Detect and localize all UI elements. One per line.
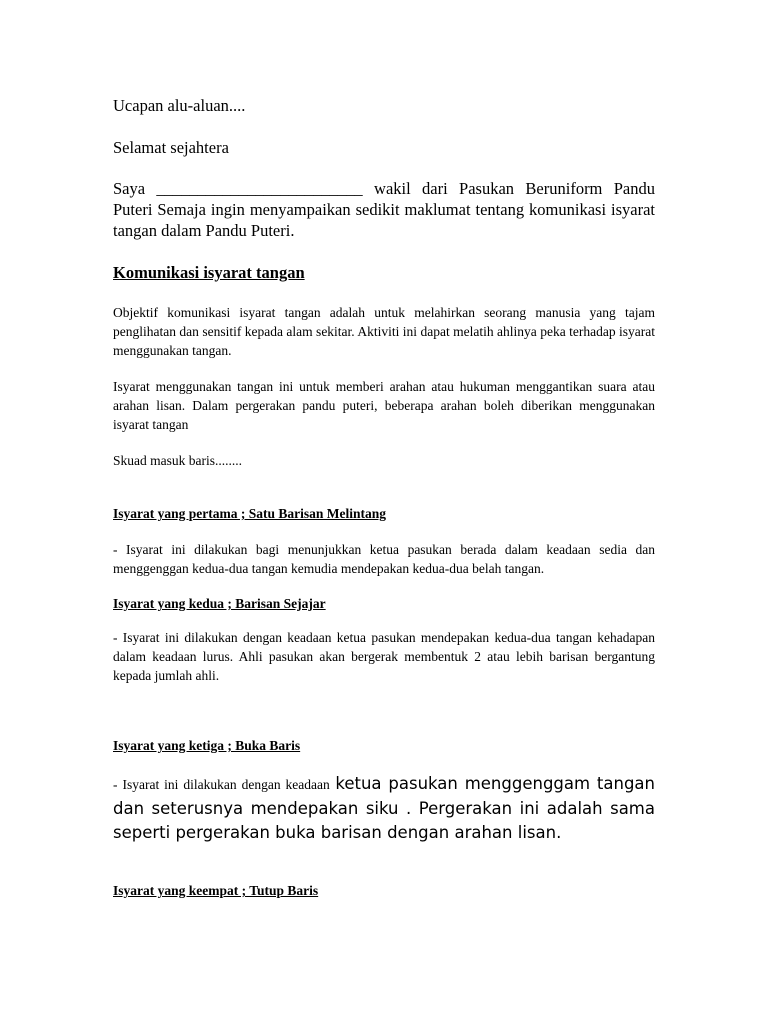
greeting: Ucapan alu-aluan.... [113, 96, 246, 115]
signal-3-desc-sans: ketua pasukan menggenggam tangan dan seterusnya mendepakan siku . Pergerakan ini adalah sama seperti pergerakan buka barisan dengan arahan lisan. [113, 774, 655, 842]
objective-paragraph: Objektif komunikasi isyarat tangan adalah untuk melahirkan seorang manusia yang tajam penglihatan dan sensitif kepada alam sekitar. Aktiviti ini dapat melatih ahlinya peka terhadap isyarat menggunakan tangan. [113, 305, 655, 358]
signal-3-title: Isyarat yang ketiga ; Buka Baris [113, 738, 301, 753]
signal-4-title: Isyarat yang keempat ; Tutup Baris [113, 883, 319, 898]
squad-line: Skuad masuk baris........ [113, 453, 242, 468]
section-title: Komunikasi isyarat tangan [113, 263, 305, 282]
signal-3-desc [113, 772, 655, 846]
signal-2-title: Isyarat yang kedua ; Barisan Sejajar [113, 596, 326, 611]
signal-1-desc: - Isyarat ini dilakukan bagi menunjukkan ketua pasukan berada dalam keadaan sedia dan menggenggan kedua-dua tangan kemudia mendepakan kedua-dua belah tangan. [113, 542, 655, 576]
signal-3-desc-serif: - Isyarat ini dilakukan dengan keadaan [113, 777, 330, 792]
salutation: Selamat sejahtera [113, 138, 229, 157]
intro-paragraph: Saya _________________________ wakil dari Pasukan Beruniform Pandu Puteri Semaja ingin menyampaikan sedikit maklumat tentang komunikasi isyarat tangan dalam Pandu Puteri. [113, 179, 655, 240]
signal-2-desc: - Isyarat ini dilakukan dengan keadaan ketua pasukan mendepakan kedua-dua tangan kehadapan dalam keadaan lurus. Ahli pasukan akan bergerak membentuk 2 atau lebih barisan bergantung kepada jumlah ahli. [113, 630, 655, 683]
usage-paragraph: Isyarat menggunakan tangan ini untuk memberi arahan atau hukuman menggantikan suara atau arahan lisan. Dalam pergerakan pandu puteri, beberapa arahan boleh diberikan menggunakan isyarat tangan [113, 379, 655, 432]
signal-1-title: Isyarat yang pertama ; Satu Barisan Melintang [113, 506, 386, 521]
